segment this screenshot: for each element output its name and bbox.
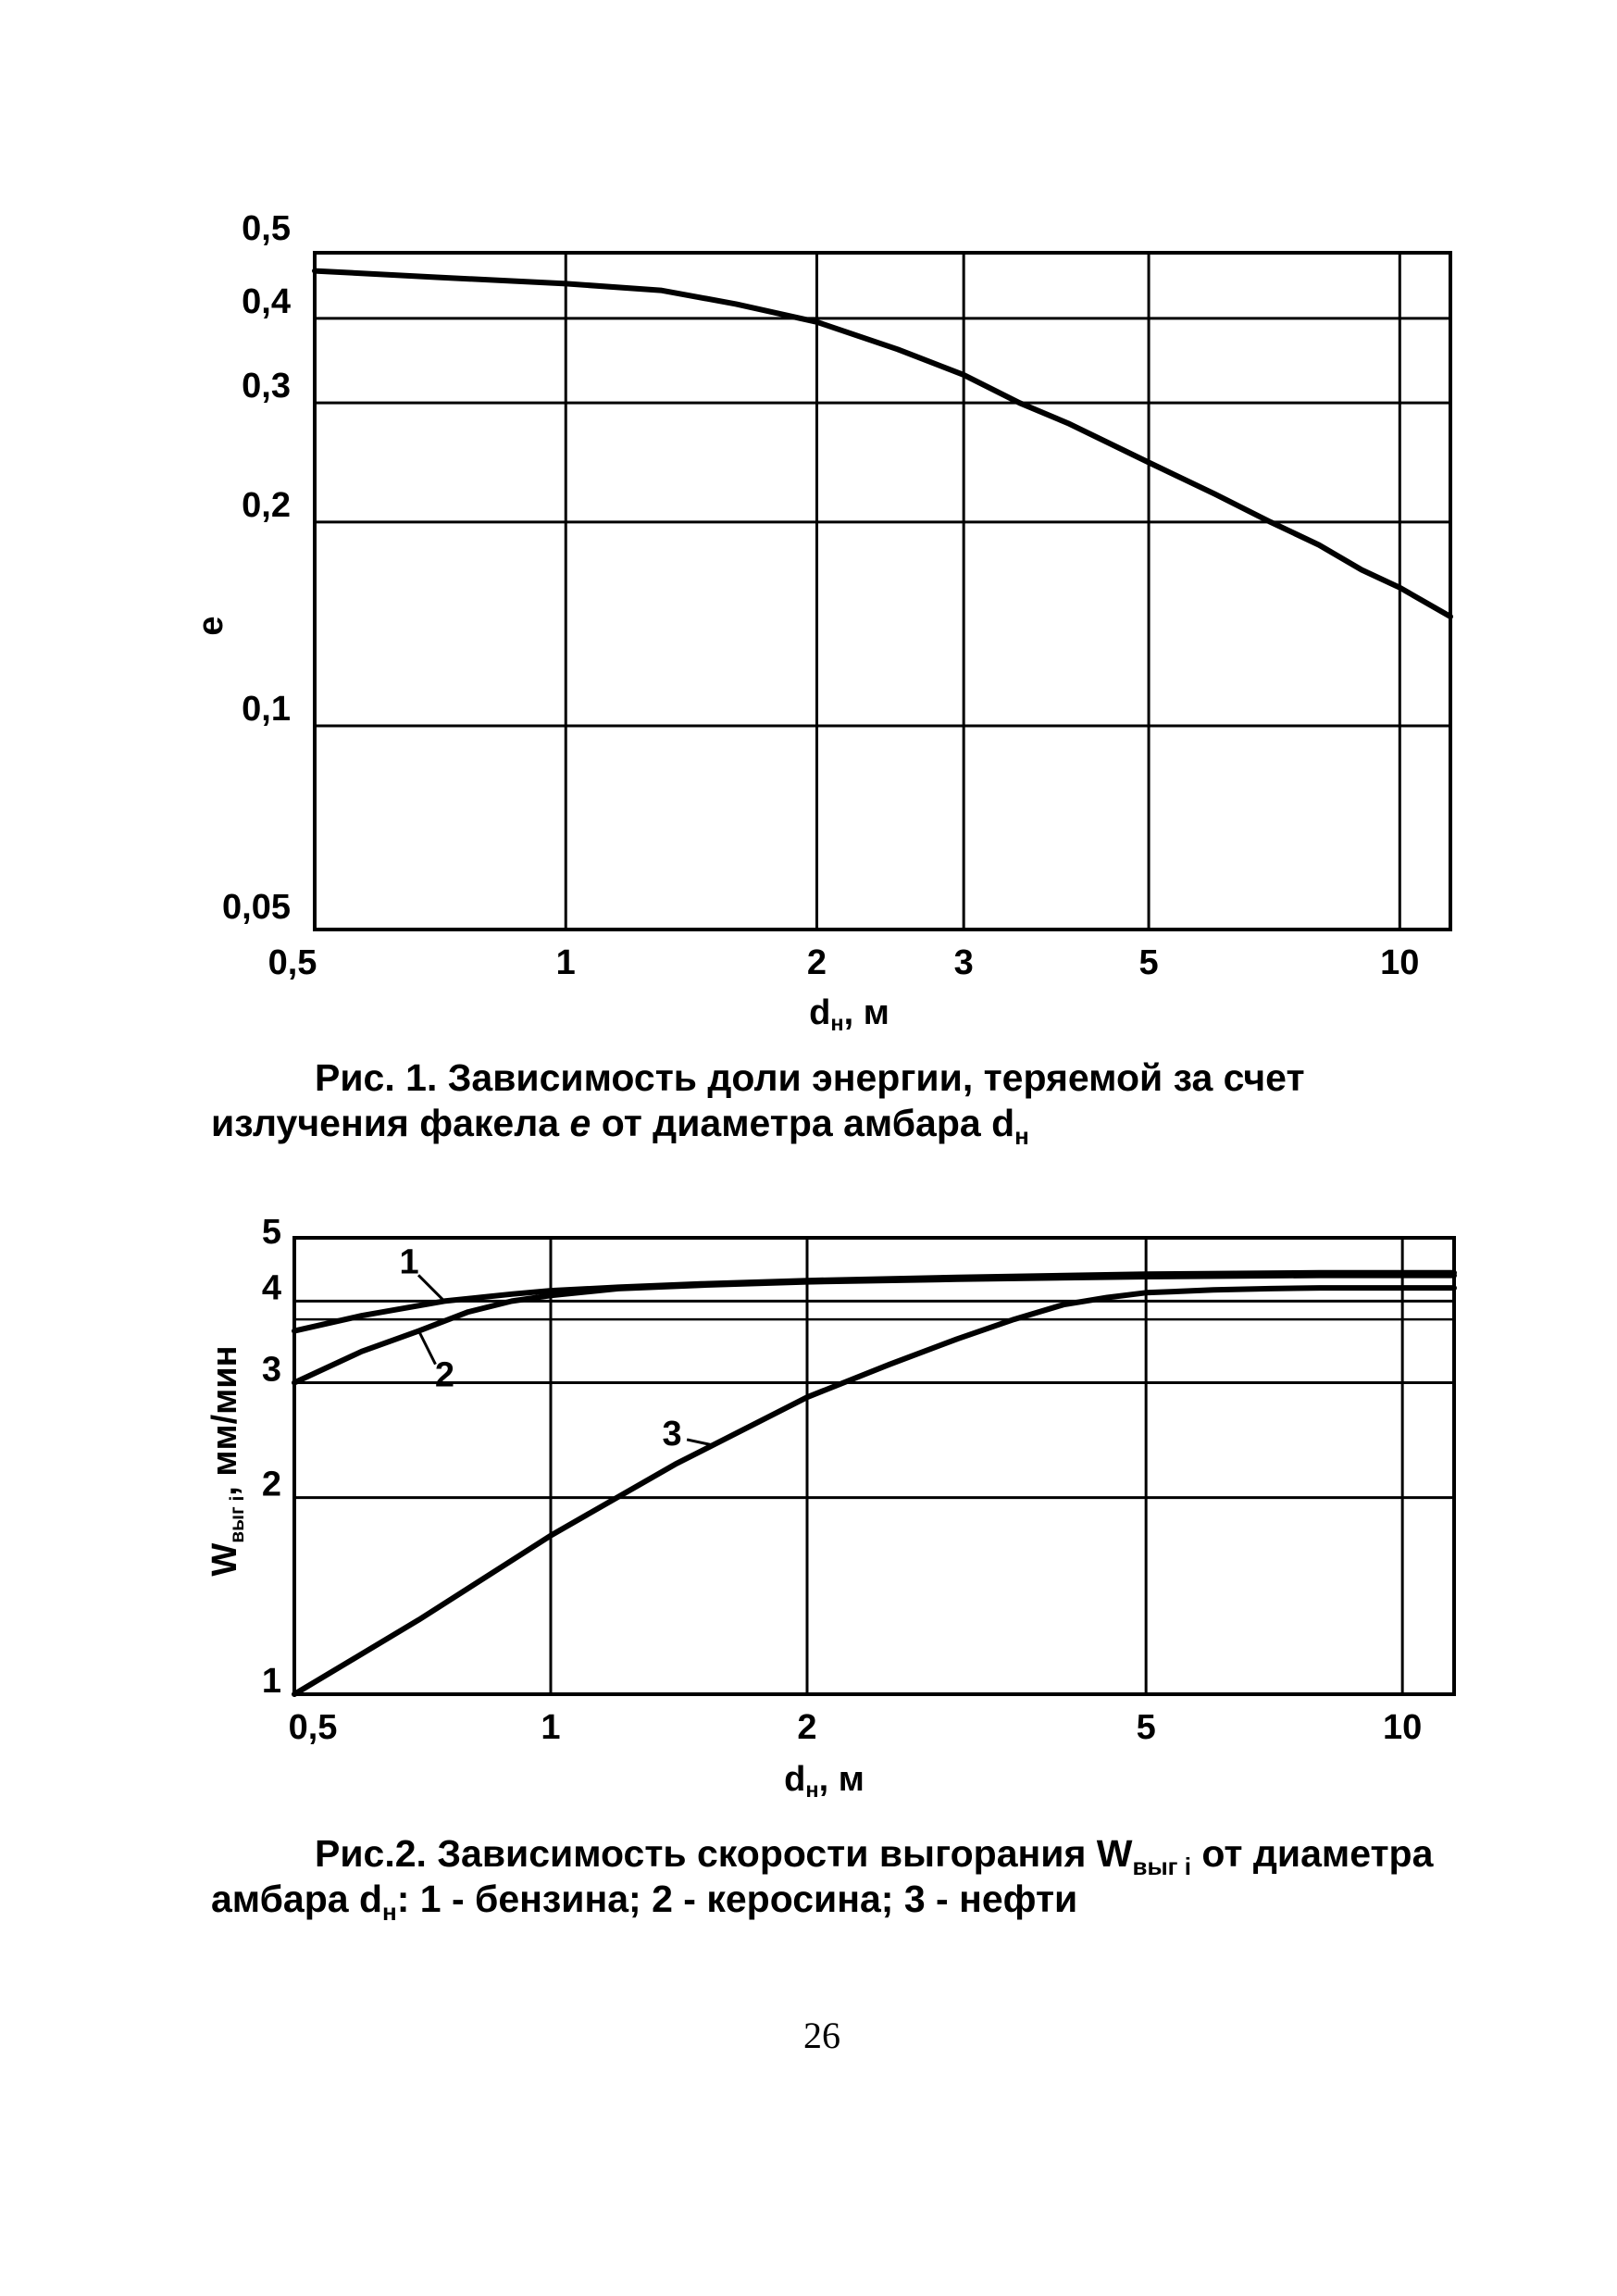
fig2-series-2-leader <box>418 1331 435 1365</box>
fig2-series-2-line <box>294 1276 1454 1383</box>
fig1-y-tick-label-4: 0,4 <box>242 281 291 321</box>
figure-2-caption-line-1: Рис.2. Зависимость скорости выгорания $W_{выг i}$ от диаметра <box>315 1832 1434 1880</box>
fig2-y-axis-label: $W_{выг i}$, мм/мин <box>205 1345 248 1577</box>
fig1-x-tick-label-1: 1 <box>555 943 576 982</box>
fig2-series-2-label: 2 <box>434 1355 455 1395</box>
fig2-x-tick-label-3: 5 <box>1136 1708 1156 1747</box>
fig2-y-tick-label-2: 3 <box>261 1350 281 1390</box>
fig2-series-1-label: 1 <box>399 1242 419 1282</box>
fig1-y-axis-label: e <box>192 616 230 636</box>
figure-1-caption-line-1: Рис. 1. Зависимость доли энергии, теряемой за счет <box>315 1056 1305 1099</box>
symbol-e: e <box>569 1102 591 1144</box>
fig2-x-tick-label-1: 1 <box>541 1708 561 1747</box>
page-number: 26 <box>803 2015 840 2056</box>
fig1-x-tick-label-5: 10 <box>1380 943 1420 982</box>
fig1-x-axis-label: dн, м <box>809 993 889 1035</box>
fig1-x-tick-label-0: 0,5 <box>267 943 317 982</box>
fig2-plot-frame <box>294 1238 1454 1694</box>
fig1-x-tick-label-2: 2 <box>806 943 827 982</box>
fig2-x-tick-label-4: 10 <box>1383 1708 1423 1747</box>
fig1-x-tick-label-3: 3 <box>953 943 974 982</box>
fig1-y-tick-label-3: 0,3 <box>242 367 291 406</box>
fig2-series-1-leader <box>418 1275 444 1301</box>
figure-2-caption-line-2: амбара $d_н$: 1 - бензина; 2 - керосина; 3 - нефти <box>211 1878 1078 1926</box>
fig2-x-tick-label-2: 2 <box>797 1708 817 1747</box>
fig2-series-3-label: 3 <box>662 1414 682 1454</box>
fig1-x-tick-label-4: 5 <box>1138 943 1159 982</box>
fig2-x-axis-label: dн, м <box>784 1760 864 1802</box>
figure-1-caption-line-2: излучения факела e от диаметра амбара $d_н$ <box>211 1102 1029 1150</box>
fig1-y-tick-label-0: 0,05 <box>222 888 291 928</box>
fig1-y-tick-label-5: 0,5 <box>242 209 291 249</box>
fig2-x-tick-label-0: 0,5 <box>288 1708 338 1747</box>
fig2-series-3-leader <box>687 1440 713 1445</box>
fig2-y-tick-label-4: 5 <box>261 1213 281 1253</box>
fig2-y-tick-label-0: 1 <box>261 1662 281 1702</box>
fig2-series-3-line <box>294 1288 1454 1694</box>
fig1-y-tick-label-1: 0,1 <box>242 689 291 729</box>
fig2-y-tick-label-1: 2 <box>261 1465 281 1504</box>
fig2-y-tick-label-3: 4 <box>261 1268 281 1308</box>
fig1-y-tick-label-2: 0,2 <box>242 485 291 525</box>
